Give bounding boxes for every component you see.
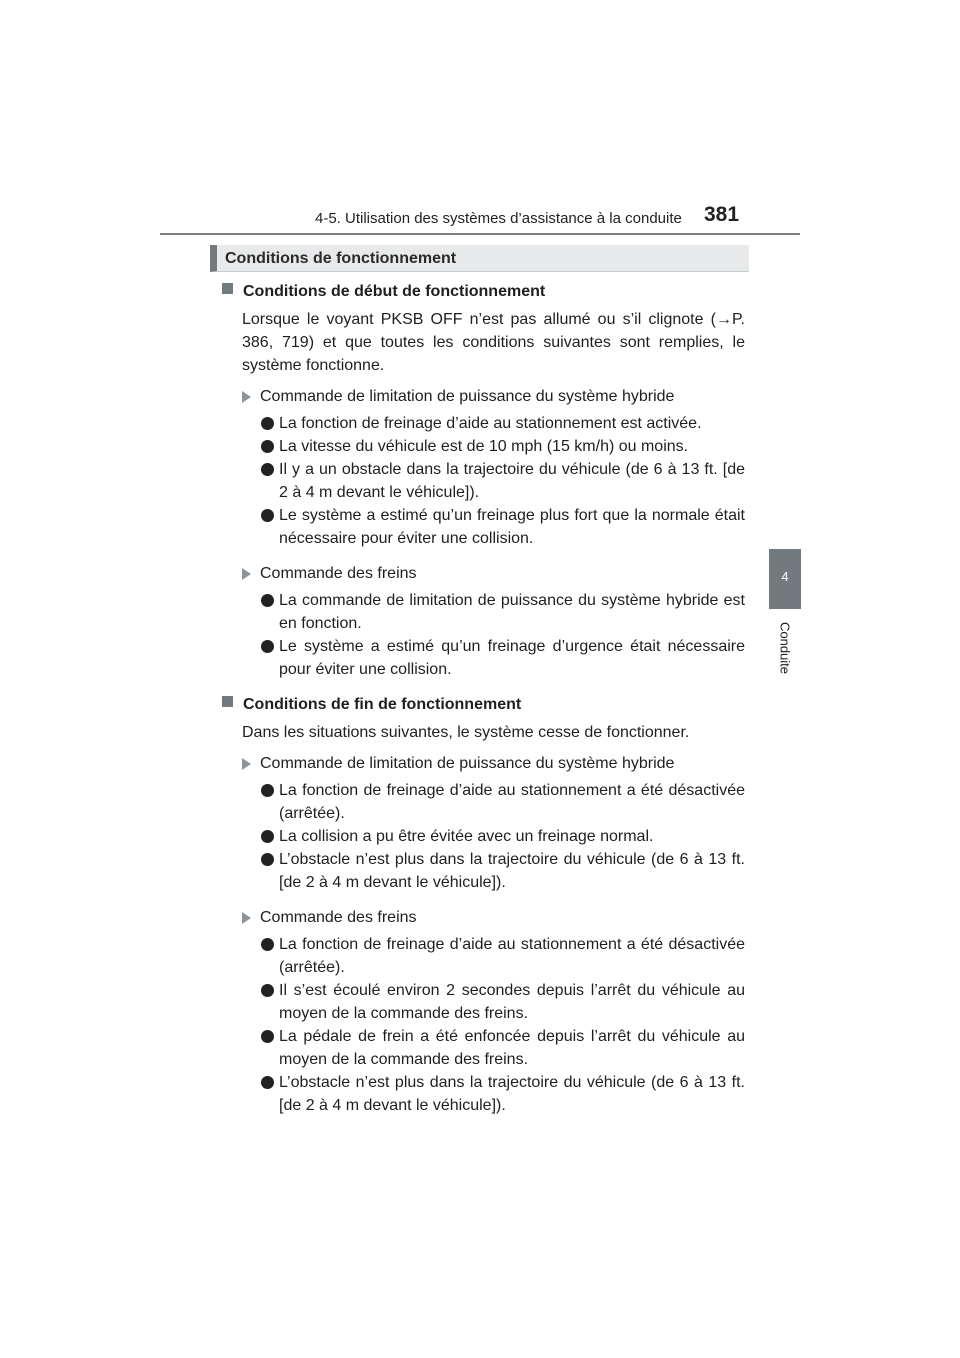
list-item: L’obstacle n’est plus dans la trajectoire du véhicule (de 6 à 13 ft. [de 2 à 4 m devant le véhicule]). [222, 1071, 745, 1117]
section-title: Conditions de fonctionnement [225, 250, 457, 267]
triangle-arrow-icon [242, 758, 251, 770]
list-item: Le système a estimé qu’un freinage d’urgence était nécessaire pour éviter une collision. [222, 635, 745, 681]
section-title-bar [210, 245, 749, 272]
bullet-dot-icon [261, 784, 274, 797]
bullet-dot-icon [261, 1076, 274, 1089]
page-number: 381 [704, 203, 740, 226]
bullet-dot-icon [261, 984, 274, 997]
chapter-number: 4 [781, 569, 789, 584]
bullet-dot-icon [261, 463, 274, 476]
square-bullet-icon [222, 283, 233, 294]
bullet-dot-icon [261, 830, 274, 843]
bullet-dot-icon [261, 853, 274, 866]
end-group-power-label: Commande de limitation de puissance du système hybride [222, 752, 745, 775]
list-item: La collision a pu être évitée avec un freinage normal. [222, 825, 745, 848]
triangle-arrow-icon [242, 568, 251, 580]
list-item: La fonction de freinage d’aide au stationnement a été désactivée (arrêtée). [222, 779, 745, 825]
start-intro: Lorsque le voyant PKSB OFF n’est pas allumé ou s’il clignote (→P. 386, 719) et que toutes les conditions suivantes sont remplies, le système fonctionne. [242, 311, 745, 374]
list-item: Il s’est écoulé environ 2 secondes depuis l’arrêt du véhicule au moyen de la commande des freins. [222, 979, 745, 1025]
bullet-dot-icon [261, 440, 274, 453]
bullet-dot-icon [261, 417, 274, 430]
list-item: Le système a estimé qu’un freinage plus fort que la normale était nécessaire pour éviter une collision. [222, 504, 745, 550]
list-item: La commande de limitation de puissance du système hybride est en fonction. [222, 589, 745, 635]
end-conditions-heading: Conditions de fin de fonctionnement [222, 693, 745, 716]
list-item: La fonction de freinage d’aide au stationnement a été désactivée (arrêtée). [222, 933, 745, 979]
triangle-arrow-icon [242, 391, 251, 403]
bullet-dot-icon [261, 1030, 274, 1043]
bullet-dot-icon [261, 509, 274, 522]
start-group-brakes-label: Commande des freins [222, 562, 745, 585]
list-item: La vitesse du véhicule est de 10 mph (15 km/h) ou moins. [222, 435, 745, 458]
list-item: Il y a un obstacle dans la trajectoire du véhicule (de 6 à 13 ft. [de 2 à 4 m devant le véhicule]). [222, 458, 745, 504]
bullet-dot-icon [261, 938, 274, 951]
end-intro: Dans les situations suivantes, le système cesse de fonctionner. [242, 724, 690, 741]
list-item: La pédale de frein a été enfoncée depuis l’arrêt du véhicule au moyen de la commande des freins. [222, 1025, 745, 1071]
square-bullet-icon [222, 696, 233, 707]
start-conditions-heading: Conditions de début de fonctionnement [222, 280, 745, 303]
chapter-tab[interactable] [769, 549, 801, 609]
bullet-dot-icon [261, 640, 274, 653]
list-item: L’obstacle n’est plus dans la trajectoire du véhicule (de 6 à 13 ft. [de 2 à 4 m devant le véhicule]). [222, 848, 745, 894]
start-group-power-label: Commande de limitation de puissance du système hybride [222, 385, 745, 408]
triangle-arrow-icon [242, 912, 251, 924]
page-content [222, 278, 745, 1117]
end-group-brakes-label: Commande des freins [222, 906, 745, 929]
chapter-label: Conduite [777, 621, 793, 675]
running-header-section: 4-5. Utilisation des systèmes d’assistance à la conduite [315, 210, 682, 227]
bullet-dot-icon [261, 594, 274, 607]
list-item: La fonction de freinage d’aide au stationnement est activée. [222, 412, 745, 435]
header-divider [160, 233, 800, 235]
